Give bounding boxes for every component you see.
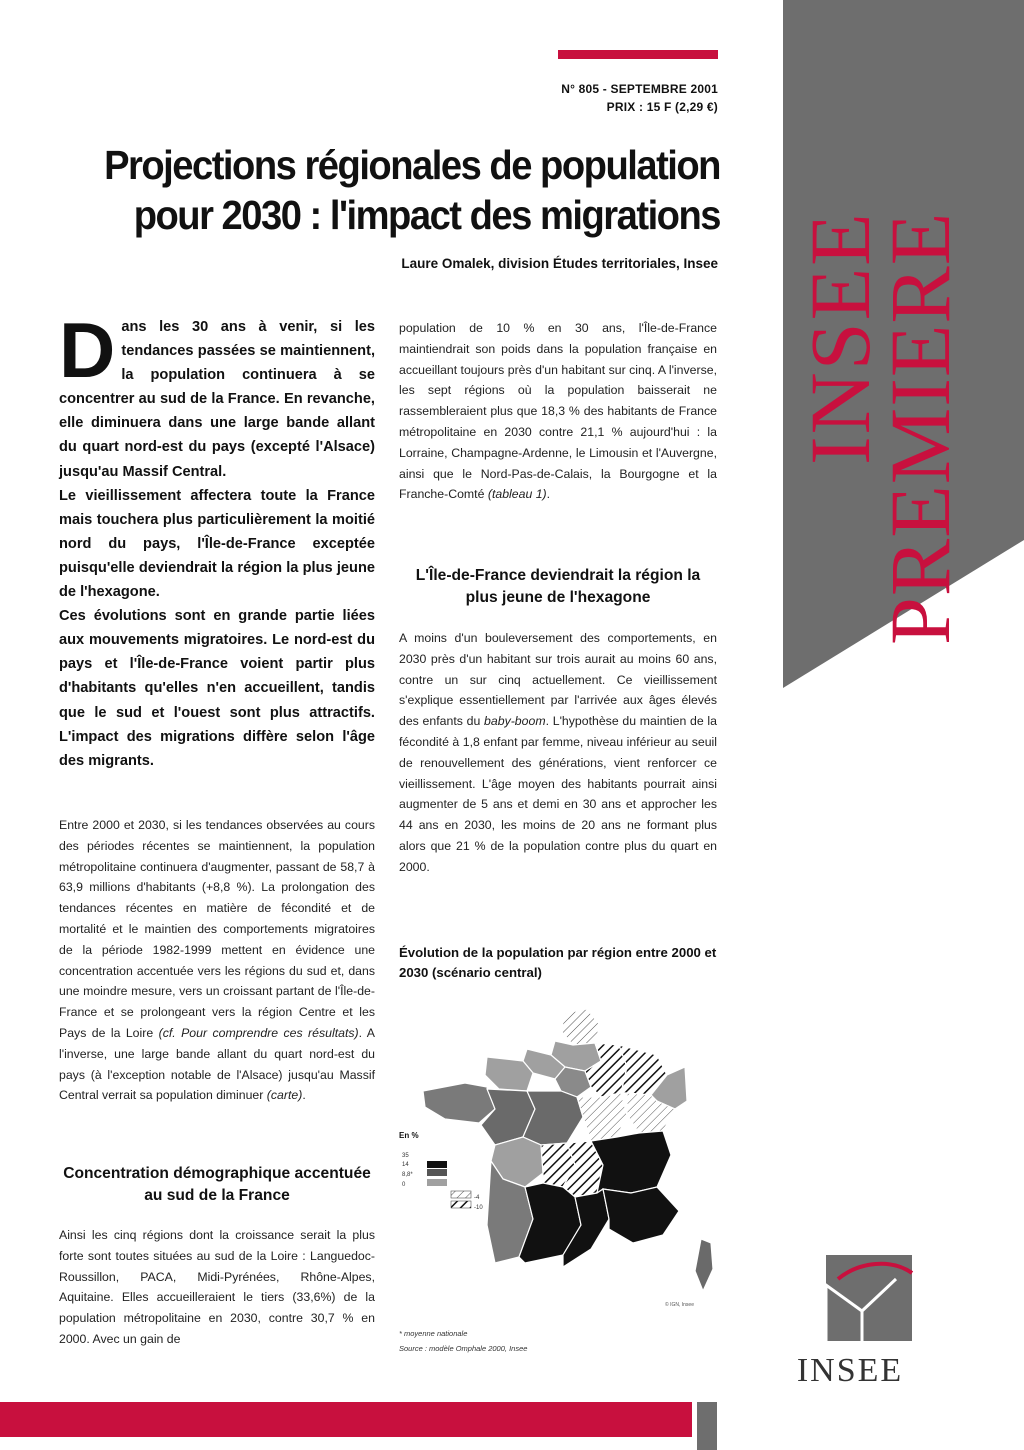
- brand-vertical-title: [792, 211, 968, 645]
- region-centre: [523, 1091, 583, 1145]
- body-reference: (carte): [266, 1088, 303, 1103]
- legend-value: 35: [402, 1153, 409, 1159]
- legend-value: 8,8*: [402, 1172, 413, 1178]
- lead-text-3: Ces évolutions sont en grande partie liées aux mouvements migratoires. Le nord-est du pays et l'Île-de-France voient partir plus d'habitants qu'elles n'en accueillent, tandis que le sud et l'ouest sont plus attractifs. L'impact des migrations diffère selon l'âge des migrants.: [59, 608, 375, 769]
- region-rhone-alpes: [591, 1131, 671, 1193]
- legend-swatch-5: [451, 1201, 471, 1208]
- title-line-2: pour 2030 : l'impact des migrations: [133, 192, 720, 238]
- legend-value: -4: [474, 1195, 480, 1201]
- section-heading-idf: L'Île-de-France deviendrait la région la plus jeune de l'hexagone: [415, 567, 701, 606]
- lead-text-1: ans les 30 ans à venir, si les tendances passées se maintiennent, la population continuera à se concentrer au sud de la France. En revanche, elle diminuera dans une large bande allant du quart nord-est du pays (excepté l'Alsace) jusqu'au Massif Central.: [59, 319, 375, 480]
- price: PRIX : 15 F (2,29 €): [606, 100, 718, 114]
- issue-number: N° 805 - SEPTEMBRE 2001: [561, 82, 718, 96]
- drop-cap: D: [59, 306, 116, 394]
- region-paca: [603, 1187, 679, 1243]
- top-accent-rule: [558, 50, 718, 59]
- body-text: A moins d'un bouleversement des comportements, en 2030 près d'un habitant sur trois aurait au moins 60 ans, contre un sur cinq actuellement. Ce vieillissement s'explique essentiellement par l'arrivée aux âges élevés des enfants du: [399, 631, 717, 729]
- body-emphasis: baby-boom: [484, 714, 546, 729]
- title-line-1: Projections régionales de population: [104, 142, 720, 188]
- brand-insee: INSEE: [792, 211, 888, 465]
- insee-logo-text: INSEE: [796, 1352, 904, 1389]
- body-column-1: [59, 815, 375, 1106]
- body-column-2-continued: [399, 628, 717, 878]
- region-bourgogne: [577, 1093, 627, 1141]
- map-title: Évolution de la population par région entre 2000 et 2030 (scénario central): [399, 945, 717, 980]
- bottom-accent-bar: [0, 1402, 692, 1437]
- map-source: Source : modèle Omphale 2000, Insee: [399, 1344, 528, 1353]
- body-text: population de 10 % en 30 ans, l'Île-de-France maintiendrait son poids dans la population française en accueillant toujours près d'un habitant sur cinq. A l'inverse, les sept régions où la population baisserait ne rassembleraient plus que 18,3 % des habitants de France métropolitaine en 2030 contre 21,1 % aujourd'hui : la Lorraine, Champagne-Ardenne, le Limousin et l'Auvergne, ainsi que le Nord-Pas-de-Calais, la Bourgogne et la Franche-Comté: [399, 321, 717, 502]
- region-corse: [695, 1239, 713, 1291]
- body-text: . L'hypothèse du maintien de la fécondité à 1,8 enfant par femme, niveau inférieur au seuil de renouvellement des générations, vient renforcer ce vieillissement. L'âge moyen des habitants pourrait ainsi augmenter de 5 ans et demi en 30 ans et approcher les 44 ans en 2030, les moins de 20 ans ne formant plus alors que 21 % de la population contre plus du quart en 2000.: [399, 714, 717, 874]
- body-column-2: [399, 318, 717, 505]
- legend-swatch-2: [427, 1169, 447, 1176]
- body-text: . A l'inverse, une large bande allant du quart nord-est du pays (à l'exception notable de l'Alsace) jusqu'au Massif Central verrait sa population diminuer: [59, 1025, 375, 1103]
- body-text: Entre 2000 et 2030, si les tendances observées au cours des périodes récentes se maintiennent, la population métropolitaine continuera d'augmenter, passant de 58,7 à 63,9 millions d'habitants (+8,8 %). La prolongation des tendances récentes en matière de fécondité et de mortalité et le maintien des comportements migratoires de la période 1982-1999 mettent en évidence une concentration accentuée vers les régions du sud et, dans une moindre mesure, vers un croissant partant de l'Île-de-France et se prolongeant vers la région Centre et les Pays de la Loire: [59, 818, 375, 1040]
- legend-value: -10: [474, 1205, 483, 1211]
- section-heading-concentration: Concentration démographique accentuée au sud de la France: [63, 1165, 371, 1204]
- body-reference: (cf. Pour comprendre ces résultats): [158, 1025, 359, 1040]
- map-note: * moyenne nationale: [399, 1329, 468, 1338]
- legend-value: 0: [402, 1182, 406, 1188]
- lead-text-2: Le vieillissement affectera toute la France mais touchera plus particulièrement la moitié nord du pays, l'Île-de-France exceptée puisqu'elle deviendrait la région la plus jeune de l'hexagone.: [59, 487, 375, 601]
- legend-swatch-3: [427, 1179, 447, 1186]
- legend-swatch-1: [427, 1161, 447, 1168]
- lead-paragraph: [59, 306, 375, 773]
- brand-premiere: PREMIERE: [872, 211, 968, 645]
- france-region-map: [395, 1005, 725, 1305]
- legend-swatch-4: [451, 1191, 471, 1198]
- body-text: .: [546, 487, 551, 502]
- region-bretagne: [423, 1083, 495, 1123]
- body-text: Ainsi les cinq régions dont la croissance serait la plus forte sont toutes situées au sud de la Loire : Languedoc-Roussillon, PACA, Midi-Pyrénées, Rhône-Alpes, Aquitaine. Elles accueilleraient le tiers (33,6%) de la population métropolitaine en 2030, contre 30,7 % en 2000. Avec un gain de: [59, 1228, 375, 1346]
- map-legend: [427, 1161, 471, 1208]
- body-column-1-continued: [59, 1225, 375, 1350]
- legend-title: En %: [399, 1131, 419, 1140]
- bottom-gray-marker: [697, 1402, 717, 1450]
- body-reference: (tableau 1): [487, 487, 547, 502]
- body-text: .: [302, 1088, 306, 1103]
- region-nord: [561, 1009, 600, 1045]
- author-line: Laure Omalek, division Études territoriales, Insee: [401, 256, 718, 271]
- page-title: [88, 140, 720, 240]
- map-copyright: © IGN, Insee: [665, 1302, 694, 1308]
- legend-value: 14: [402, 1162, 409, 1168]
